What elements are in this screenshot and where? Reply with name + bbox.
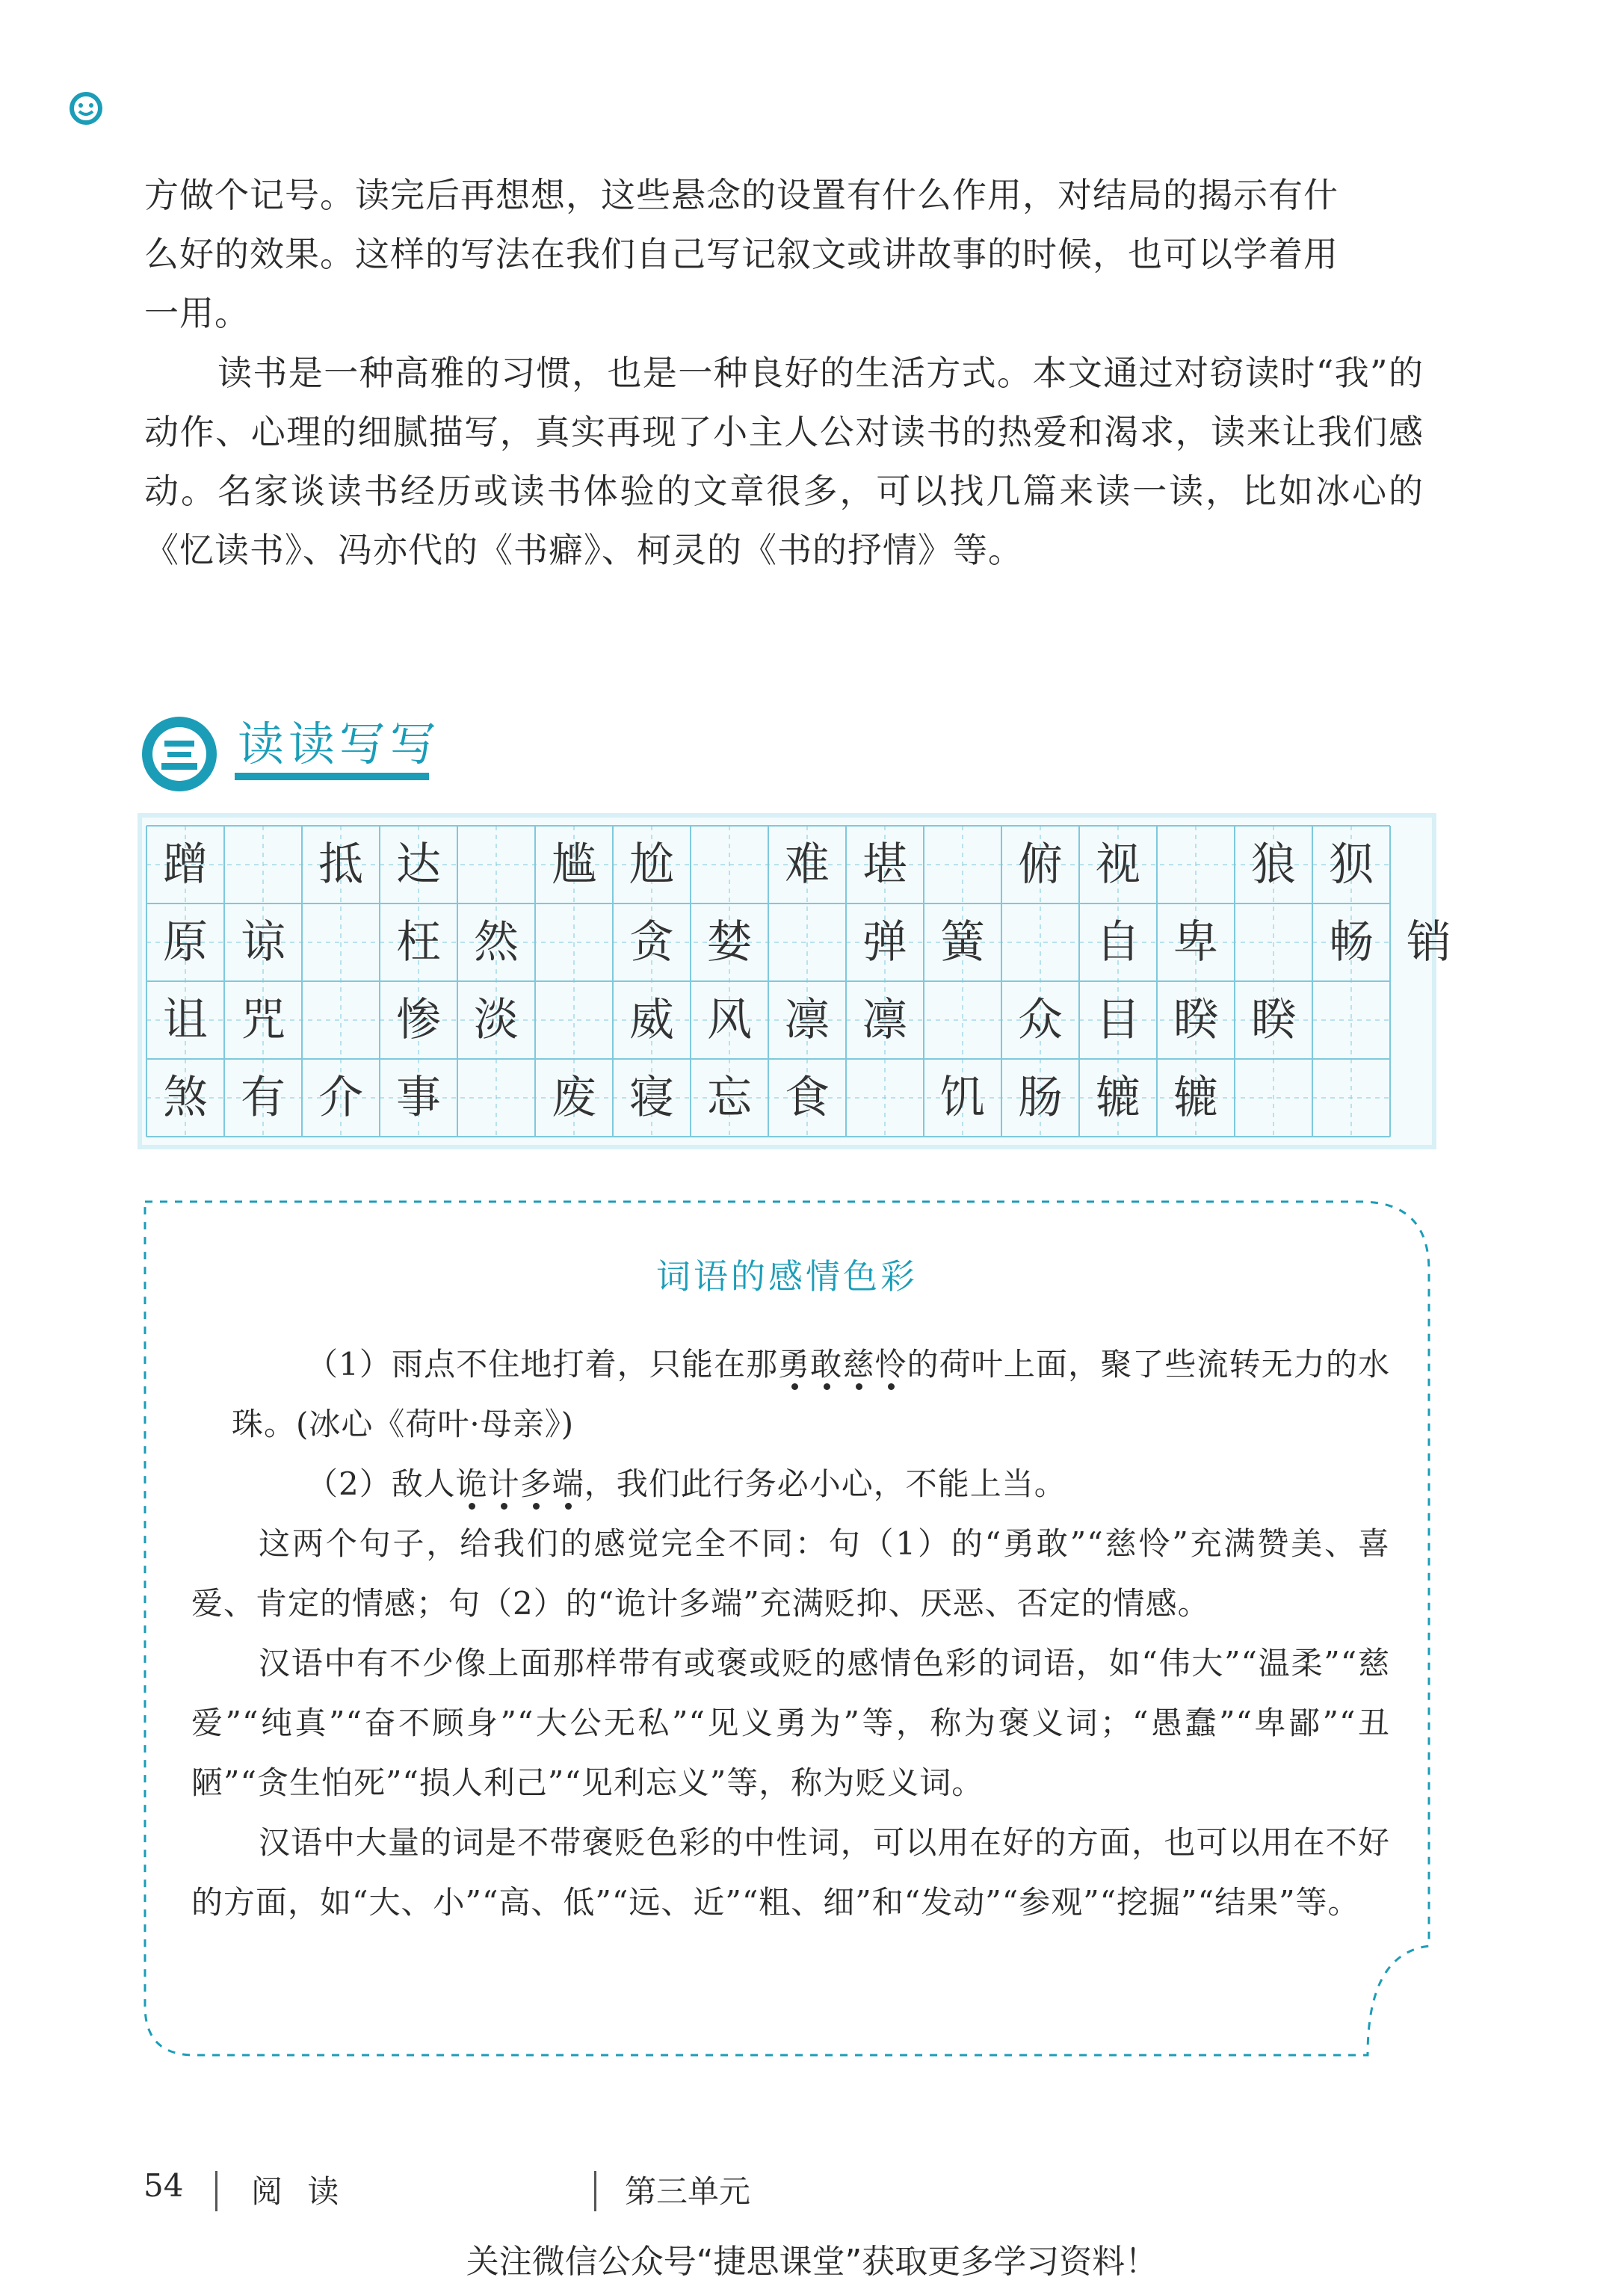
emphasis-character: 计 <box>487 1465 520 1502</box>
example-1-pre: （1）雨点不住地打着，只能在那 <box>306 1346 779 1383</box>
vocab-row <box>142 826 1432 904</box>
emphasis-character: 多 <box>519 1465 552 1502</box>
vocab-character: 然 <box>474 916 519 969</box>
footer-unit-label: 第三单元 <box>625 2173 751 2210</box>
emphasis-character: 端 <box>552 1465 584 1502</box>
tip-title: 词语的感情色彩 <box>656 1256 918 1297</box>
footer-divider <box>594 2171 596 2211</box>
tip-paragraph-2: 汉语中有不少像上面那样带有或褒或贬的感情色彩的词语，如“伟大”“温柔”“慈爱”“纯真”“奋不顾身”“大公无私”“见义勇为”等，称为褒义词；“愚蠢”“卑鄙”“丑陋”“贪生怕死”“损人利己”“见利忘义”等，称为贬义词。 <box>191 1645 1390 1801</box>
vocab-character: 狼 <box>1251 838 1296 891</box>
vocab-character: 辘 <box>1096 1072 1140 1124</box>
vocab-character: 堪 <box>862 838 907 891</box>
vocab-character: 介 <box>318 1072 363 1124</box>
vocab-row <box>142 1059 1432 1137</box>
vocab-character: 辘 <box>1173 1072 1218 1124</box>
intro-line-2: 么好的效果。这样的写法在我们自己写记叙文或讲故事的时候，也可以学着用 <box>144 234 1339 274</box>
example-1-emphasis <box>778 1346 907 1383</box>
vocab-character: 忘 <box>707 1072 752 1124</box>
vocab-character: 蹭 <box>163 838 208 891</box>
example-1 <box>232 1335 1390 1454</box>
page-number: 54 <box>143 2167 184 2204</box>
emphasis-character: 慈 <box>842 1346 875 1383</box>
vocab-character: 睽 <box>1173 994 1218 1046</box>
intro-line-1: 方做个记号。读完后再想想，这些悬念的设置有什么作用，对结局的揭示有什 <box>144 175 1339 215</box>
example-2-emphasis <box>456 1465 584 1502</box>
vocabulary-grid <box>142 818 1451 1145</box>
vocab-row <box>142 904 1451 981</box>
emphasis-character: 诡 <box>455 1465 488 1502</box>
vocab-character: 视 <box>1096 838 1140 891</box>
vocab-character: 威 <box>629 994 674 1046</box>
intro-line-3: 一用。 <box>144 293 250 333</box>
vocab-character: 众 <box>1018 994 1063 1046</box>
vocab-character: 自 <box>1096 916 1140 969</box>
vocab-character: 贪 <box>629 916 674 969</box>
vocab-character: 肠 <box>1018 1072 1063 1124</box>
vocab-character: 淡 <box>474 994 519 1046</box>
vocab-character: 寝 <box>629 1072 674 1124</box>
intro-para2-text: 读书是一种高雅的习惯，也是一种良好的生活方式。本文通过对窃读时“我”的动作、心理的细腻描写，真实再现了小主人公对读书的热爱和渴求，读来让我们感动。名家谈读书经历或读书体验的文章很多，可以找几篇来读一读，比如冰心的《忆读书》、冯亦代的《书癖》、柯灵的《书的抒情》等。 <box>144 353 1424 570</box>
vocab-character: 煞 <box>163 1072 208 1124</box>
tip-content <box>232 1335 1390 1514</box>
intro-paragraph-2 <box>144 344 1424 580</box>
vocab-character: 达 <box>396 838 441 891</box>
vocab-character: 食 <box>785 1072 830 1124</box>
vocab-character: 畅 <box>1329 916 1374 969</box>
intro-paragraph-1 <box>144 166 1424 343</box>
example-1-post: 的荷叶上面，聚了些流转无力的水珠。(冰心《荷叶·母亲》) <box>232 1346 1390 1442</box>
footer-note: 关注微信公众号“捷思课堂”获取更多学习资料！ <box>466 2243 1158 2281</box>
vocab-character: 难 <box>785 838 830 891</box>
vocab-character: 销 <box>1407 916 1451 969</box>
section-number-icon <box>139 714 220 794</box>
vocab-character: 谅 <box>241 916 285 969</box>
vocab-character: 惨 <box>396 994 441 1046</box>
footer-divider <box>215 2171 217 2211</box>
section-title-underline <box>235 773 429 780</box>
vocab-character: 俯 <box>1018 838 1063 891</box>
section-title: 读读写写 <box>238 717 442 771</box>
vocab-character: 事 <box>396 1072 441 1124</box>
example-2-pre: （2）敌人 <box>306 1465 456 1502</box>
vocab-character: 抵 <box>318 838 363 891</box>
vocab-character: 睽 <box>1251 994 1296 1046</box>
vocab-character: 卑 <box>1173 916 1218 969</box>
vocab-character: 婪 <box>707 916 752 969</box>
vocab-character: 有 <box>241 1072 285 1124</box>
tip-explanation <box>191 1514 1390 1933</box>
vocab-character: 咒 <box>241 994 285 1046</box>
vocab-character: 饥 <box>940 1072 985 1124</box>
vocab-character: 簧 <box>940 916 985 969</box>
vocab-character: 弹 <box>862 916 907 969</box>
vocab-character: 风 <box>707 994 752 1046</box>
vocab-character: 凛 <box>862 994 907 1046</box>
emphasis-character: 敢 <box>810 1346 843 1383</box>
vocab-character: 枉 <box>396 916 441 969</box>
tip-paragraph-3: 汉语中大量的词是不带褒贬色彩的中性词，可以用在好的方面，也可以用在不好的方面，如“大、小”“高、低”“远、近”“粗、细”和“发动”“参观”“挖掘”“结果”等。 <box>191 1824 1390 1921</box>
tip-paragraph-1: 这两个句子，给我们的感觉完全不同：句（1）的“勇敢”“慈怜”充满赞美、喜爱、肯定的情感；句（2）的“诡计多端”充满贬抑、厌恶、否定的情感。 <box>191 1525 1390 1622</box>
example-2-post: ，我们此行务必小心，不能上当。 <box>584 1465 1066 1502</box>
vocab-character: 诅 <box>163 994 208 1046</box>
smiley-icon <box>69 91 103 126</box>
vocab-character: 凛 <box>785 994 830 1046</box>
emphasis-character: 怜 <box>874 1346 907 1383</box>
vocab-character: 目 <box>1096 994 1140 1046</box>
emphasis-character: 勇 <box>778 1346 811 1383</box>
vocab-character: 原 <box>163 916 208 969</box>
vocab-character: 尴 <box>552 838 596 891</box>
example-2 <box>232 1454 1390 1514</box>
vocab-character: 尬 <box>629 838 674 891</box>
vocab-character: 废 <box>552 1072 596 1124</box>
footer-section-label: 阅 读 <box>251 2173 347 2210</box>
vocab-character: 狈 <box>1329 838 1374 891</box>
vocab-row <box>142 981 1432 1059</box>
